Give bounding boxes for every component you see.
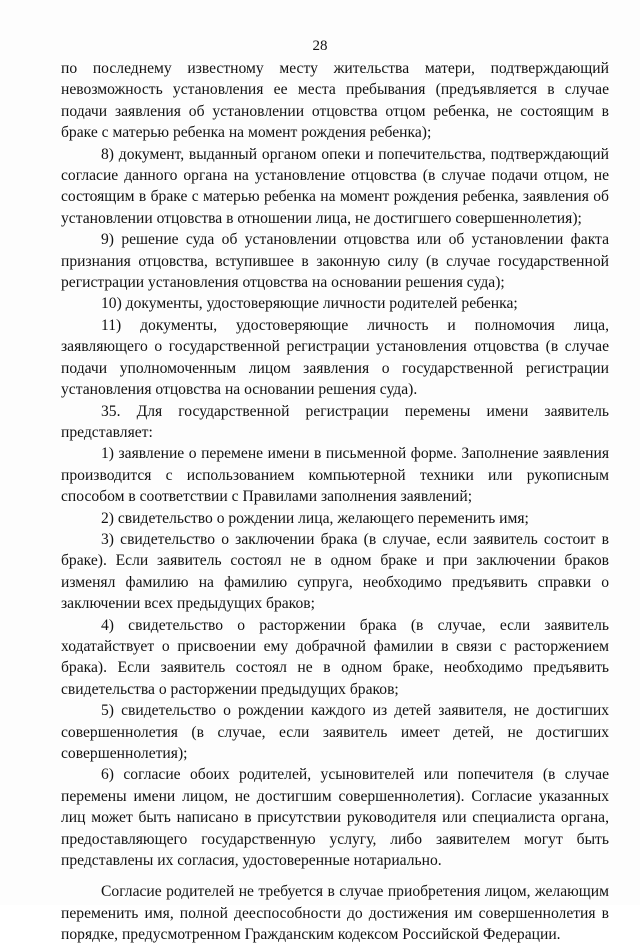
list-item-11: 11) документы, удостоверяющие личность и полномочия лица, заявляющего о государственной регистрации установления отцовства (в случае подачи уполномоченным лицом заявления о государственной регистрации установления отцовства на основании решения суда). <box>61 316 609 399</box>
list-item-2: 2) свидетельство о рождении лица, желающего переменить имя; <box>101 509 529 527</box>
list-item-4: 4) свидетельство о расторжении брака (в случае, если заявитель ходатайствует о присвоении ему добрачной фамилии в связи с расторжением брака). Если заявитель состоял не в одном браке, необходимо предъявить свидетельства о расторжении предыдущих браков; <box>61 616 609 698</box>
list-item-10: 10) документы, удостоверяющие личности родителей ребенка; <box>101 295 518 313</box>
list-item-5: 5) свидетельство о рождении каждого из детей заявителя, не достигших совершеннолетия (в случае, если заявитель имеет детей, не достигших совершеннолетия); <box>61 702 609 762</box>
list-item-6: 6) согласие обоих родителей, усыновителей или попечителя (в случае перемены имени лицом, не достигшим совершеннолетия). Согласие указанных лиц может быть написано в присутствии руководителя или специалиста органа, предоставляющего государственную услугу, либо заявителем могут быть представлены их согласия, удостоверенные нотариально. <box>61 766 609 870</box>
closing-paragraph: Согласие родителей не требуется в случае приобретения лицом, желающим переменить имя, полной дееспособности до достижения им совершеннолетия в порядке, предусмотренном Гражданским кодексом Российской Федерации. <box>61 883 609 944</box>
list-item-9: 9) решение суда об установлении отцовства или об установлении факта признания отцовства, вступившее в законную силу (в случае государственной регистрации установления отцовства на основании решения суда); <box>61 231 609 292</box>
page-number: 28 <box>312 38 328 54</box>
list-item-1: 1) заявление о перемене имени в письменной форме. Заполнение заявления производится с использованием компьютерной техники или рукописным способом в соответствии с Правилами заполнения заявлений; <box>61 445 609 506</box>
list-item-3: 3) свидетельство о заключении брака (в случае, если заявитель состоит в браке). Если заявитель состоял не в одном браке и при заключении браков изменял фамилию на фамилию супруга, необходимо предъявить справки о заключении всех предыдущих браков; <box>61 530 609 613</box>
list-item-8: 8) документ, выданный органом опеки и попечительства, подтверждающий согласие данного органа на установление отцовства (в случае подачи отцом, не состоящим в браке с матерью ребенка на момент рождения ребенка, заявления об установлении отцовства в отношении лица, не достигшего совершеннолетия); <box>61 145 609 227</box>
paragraph-continuation: по последнему известному месту жительства матери, подтверждающий невозможность установления ее места пребывания (предъявляется в случае подачи заявления об установлении отцовства отцом ребенка, не состоящим в браке с матерью ребенка на момент рождения ребенка); <box>61 60 609 142</box>
section-35-heading: 35. Для государственной регистрации перемены имени заявитель представляет: <box>61 402 609 441</box>
document-body <box>61 58 609 946</box>
